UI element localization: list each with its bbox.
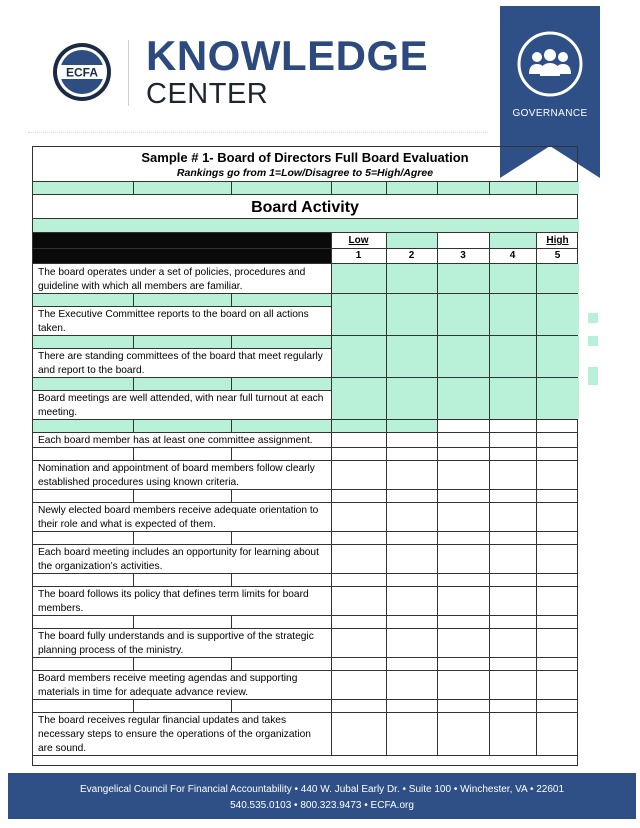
rating-cell[interactable] bbox=[438, 544, 489, 573]
column-border bbox=[331, 628, 332, 657]
column-border bbox=[386, 615, 387, 628]
row-border bbox=[33, 699, 577, 700]
column-border bbox=[536, 293, 537, 306]
rating-cell[interactable] bbox=[438, 502, 489, 531]
column-border bbox=[536, 489, 537, 502]
column-border bbox=[489, 544, 490, 573]
column-border bbox=[437, 573, 438, 586]
row-border bbox=[33, 755, 577, 756]
column-border bbox=[489, 615, 490, 628]
column-border bbox=[386, 531, 387, 544]
rating-cell[interactable] bbox=[332, 460, 386, 489]
header-divider bbox=[128, 40, 129, 106]
header-rule bbox=[28, 132, 488, 133]
column-border bbox=[489, 502, 490, 531]
rating-cell[interactable] bbox=[490, 306, 536, 335]
column-border bbox=[386, 460, 387, 489]
row-border bbox=[33, 531, 577, 532]
column-border bbox=[133, 531, 134, 544]
question-text: The board receives regular financial updates and takes necessary steps to ensure the operations of the organization are sound. bbox=[38, 715, 311, 754]
column-border bbox=[536, 586, 537, 615]
rating-cell[interactable] bbox=[438, 712, 489, 755]
ecfa-logo bbox=[52, 42, 112, 102]
column-border bbox=[437, 335, 438, 348]
column-border bbox=[386, 306, 387, 335]
column-border bbox=[386, 573, 387, 586]
rating-cell[interactable] bbox=[332, 432, 386, 447]
column-border bbox=[489, 712, 490, 755]
column-border bbox=[231, 182, 232, 194]
column-border bbox=[489, 699, 490, 712]
column-border bbox=[489, 657, 490, 670]
question-text: The Executive Committee reports to the board on all actions taken. bbox=[38, 309, 309, 334]
column-border bbox=[331, 615, 332, 628]
column-border bbox=[536, 460, 537, 489]
spacer-row bbox=[33, 420, 437, 432]
column-border bbox=[231, 335, 232, 348]
rating-cell[interactable] bbox=[537, 628, 579, 657]
rating-cell[interactable] bbox=[332, 390, 386, 419]
logo-text: ECFA bbox=[65, 65, 99, 80]
column-border bbox=[386, 348, 387, 377]
column-border bbox=[331, 432, 332, 447]
column-border bbox=[536, 670, 537, 699]
center-subtitle: CENTER bbox=[146, 78, 269, 110]
rating-cell[interactable] bbox=[438, 586, 489, 615]
rating-cell[interactable] bbox=[438, 670, 489, 699]
rating-cell[interactable] bbox=[537, 586, 579, 615]
rating-cell[interactable] bbox=[490, 460, 536, 489]
scale-label-4: 4 bbox=[509, 250, 516, 261]
column-border bbox=[386, 264, 387, 293]
rating-cell[interactable] bbox=[537, 502, 579, 531]
column-border bbox=[437, 377, 438, 390]
column-border bbox=[489, 377, 490, 390]
rating-cell[interactable] bbox=[537, 432, 579, 447]
high-label: High bbox=[546, 235, 569, 246]
column-border bbox=[331, 586, 332, 615]
row-border bbox=[33, 447, 577, 448]
rating-cell[interactable] bbox=[537, 390, 579, 419]
column-border bbox=[231, 489, 232, 502]
column-border bbox=[331, 390, 332, 419]
column-border bbox=[386, 502, 387, 531]
column-border bbox=[437, 293, 438, 306]
column-border bbox=[386, 432, 387, 447]
column-border bbox=[437, 460, 438, 489]
scale-label-1: 1 bbox=[355, 250, 362, 261]
rating-cell[interactable] bbox=[490, 390, 536, 419]
column-border bbox=[536, 544, 537, 573]
column-border bbox=[386, 699, 387, 712]
column-border bbox=[231, 419, 232, 432]
question-text: Each board meeting includes an opportunity for learning about the organization’s activities. bbox=[38, 547, 319, 572]
rating-cell[interactable] bbox=[490, 348, 536, 377]
rating-cell[interactable] bbox=[332, 306, 386, 335]
rating-cell[interactable] bbox=[387, 390, 437, 419]
column-border bbox=[386, 586, 387, 615]
column-border bbox=[437, 657, 438, 670]
rating-cell[interactable] bbox=[332, 670, 386, 699]
rating-cell[interactable] bbox=[332, 502, 386, 531]
column-border bbox=[331, 377, 332, 390]
rating-cell[interactable] bbox=[490, 712, 536, 755]
column-border bbox=[489, 432, 490, 447]
column-border bbox=[133, 657, 134, 670]
form-title: Sample # 1- Board of Directors Full Board Evaluation bbox=[141, 150, 469, 165]
rating-cell[interactable] bbox=[537, 306, 579, 335]
spacer-row bbox=[33, 219, 579, 232]
row-border bbox=[33, 615, 577, 616]
rating-cell[interactable] bbox=[438, 628, 489, 657]
question-text: Newly elected board members receive adequate orientation to their role and what is expected of them. bbox=[38, 505, 319, 530]
rating-cell[interactable] bbox=[537, 712, 579, 755]
column-border bbox=[437, 419, 438, 432]
rating-cell[interactable] bbox=[537, 460, 579, 489]
column-border bbox=[231, 293, 232, 306]
column-border bbox=[536, 447, 537, 460]
rating-cell[interactable] bbox=[490, 544, 536, 573]
rating-cell[interactable] bbox=[537, 264, 579, 293]
column-border bbox=[231, 531, 232, 544]
column-border bbox=[536, 306, 537, 335]
column-border bbox=[489, 628, 490, 657]
footer-contact: 540.535.0103 • 800.323.9473 • ECFA.org bbox=[230, 800, 414, 811]
column-border bbox=[386, 628, 387, 657]
column-border bbox=[437, 712, 438, 755]
column-border bbox=[133, 489, 134, 502]
rating-cell[interactable] bbox=[387, 586, 437, 615]
column-border bbox=[489, 419, 490, 432]
column-border bbox=[133, 615, 134, 628]
column-border bbox=[231, 657, 232, 670]
spacer-row bbox=[33, 182, 579, 194]
column-border bbox=[536, 377, 537, 390]
spacer-row bbox=[33, 294, 579, 306]
question-text: There are standing committees of the board that meet regularly and report to the board. bbox=[38, 351, 323, 376]
column-border bbox=[331, 502, 332, 531]
question-text: Each board member has at least one committee assignment. bbox=[38, 435, 313, 446]
rating-cell[interactable] bbox=[332, 712, 386, 755]
column-border bbox=[133, 573, 134, 586]
column-border bbox=[536, 348, 537, 377]
column-border bbox=[489, 264, 490, 293]
column-border bbox=[133, 182, 134, 194]
column-border bbox=[386, 447, 387, 460]
evaluation-form bbox=[32, 146, 578, 766]
rating-cell[interactable] bbox=[387, 628, 437, 657]
column-border bbox=[437, 586, 438, 615]
column-border bbox=[386, 489, 387, 502]
side-marker bbox=[588, 367, 598, 385]
column-border bbox=[386, 377, 387, 390]
question-text: Board meetings are well attended, with near full turnout at each meeting. bbox=[38, 393, 324, 418]
side-marker bbox=[588, 313, 598, 323]
rating-cell[interactable] bbox=[332, 544, 386, 573]
column-border bbox=[489, 390, 490, 419]
scale-label-3: 3 bbox=[460, 250, 466, 261]
spacer-row bbox=[33, 378, 579, 390]
column-border bbox=[331, 460, 332, 489]
question-text: The board follows its policy that defines term limits for board members. bbox=[38, 589, 309, 614]
rating-cell[interactable] bbox=[537, 348, 579, 377]
column-border bbox=[386, 657, 387, 670]
column-border bbox=[489, 489, 490, 502]
question-text: Board members receive meeting agendas and supporting materials in time for adequate advance review. bbox=[38, 673, 298, 698]
rating-cell[interactable] bbox=[332, 586, 386, 615]
governance-label: GOVERNANCE bbox=[512, 108, 588, 119]
rating-cell[interactable] bbox=[438, 264, 489, 293]
column-border bbox=[133, 447, 134, 460]
column-border bbox=[536, 390, 537, 419]
column-border bbox=[489, 348, 490, 377]
row-border bbox=[33, 573, 577, 574]
column-border bbox=[331, 544, 332, 573]
rating-cell[interactable] bbox=[387, 306, 437, 335]
rating-cell[interactable] bbox=[332, 348, 386, 377]
column-border bbox=[437, 699, 438, 712]
column-border bbox=[437, 544, 438, 573]
column-border bbox=[331, 293, 332, 306]
spacer-row bbox=[33, 336, 579, 348]
column-border bbox=[536, 531, 537, 544]
column-border bbox=[437, 531, 438, 544]
rating-cell[interactable] bbox=[438, 460, 489, 489]
rating-cell[interactable] bbox=[490, 670, 536, 699]
row-border bbox=[33, 657, 577, 658]
column-border bbox=[536, 182, 537, 194]
column-border bbox=[331, 712, 332, 755]
column-border bbox=[386, 670, 387, 699]
rating-cell[interactable] bbox=[387, 460, 437, 489]
scale-label-2: 2 bbox=[408, 250, 415, 261]
rating-cell[interactable] bbox=[387, 670, 437, 699]
row-border bbox=[33, 248, 577, 249]
column-border bbox=[489, 670, 490, 699]
column-border bbox=[489, 306, 490, 335]
row-border bbox=[33, 489, 577, 490]
column-border bbox=[536, 335, 537, 348]
column-border bbox=[386, 335, 387, 348]
column-border bbox=[437, 348, 438, 377]
column-border bbox=[133, 293, 134, 306]
column-border bbox=[331, 419, 332, 432]
column-border bbox=[331, 447, 332, 460]
column-border bbox=[437, 670, 438, 699]
rating-cell[interactable] bbox=[490, 628, 536, 657]
column-border bbox=[133, 699, 134, 712]
footer-address: Evangelical Council For Financial Accountability • 440 W. Jubal Early Dr. • Suite 100 • Winchester, VA • 22601 bbox=[79, 784, 565, 795]
column-border bbox=[133, 419, 134, 432]
column-border bbox=[437, 447, 438, 460]
column-border bbox=[489, 182, 490, 194]
rating-cell[interactable] bbox=[438, 432, 489, 447]
column-border bbox=[489, 447, 490, 460]
column-border bbox=[331, 699, 332, 712]
column-border bbox=[536, 573, 537, 586]
column-border bbox=[536, 712, 537, 755]
column-border bbox=[331, 335, 332, 348]
row-border bbox=[33, 194, 577, 195]
column-border bbox=[331, 573, 332, 586]
column-border bbox=[536, 628, 537, 657]
rating-cell[interactable] bbox=[387, 544, 437, 573]
column-border bbox=[437, 615, 438, 628]
question-text: Nomination and appointment of board members follow clearly established procedures using known criteria. bbox=[38, 463, 315, 488]
column-border bbox=[331, 264, 332, 293]
rating-cell[interactable] bbox=[387, 264, 437, 293]
column-border bbox=[437, 306, 438, 335]
column-border bbox=[536, 432, 537, 447]
rating-cell[interactable] bbox=[438, 348, 489, 377]
column-border bbox=[536, 502, 537, 531]
rating-cell[interactable] bbox=[387, 432, 437, 447]
column-border bbox=[386, 390, 387, 419]
column-border bbox=[331, 489, 332, 502]
scale-label-5: 5 bbox=[554, 250, 561, 261]
column-border bbox=[536, 615, 537, 628]
column-border bbox=[231, 377, 232, 390]
column-border bbox=[437, 628, 438, 657]
question-text: The board fully understands and is supportive of the strategic planning process of the ministry. bbox=[38, 631, 314, 656]
column-border bbox=[536, 699, 537, 712]
column-border bbox=[489, 335, 490, 348]
column-border bbox=[231, 699, 232, 712]
column-border bbox=[331, 657, 332, 670]
column-border bbox=[386, 712, 387, 755]
column-border bbox=[331, 670, 332, 699]
column-border bbox=[386, 419, 387, 432]
column-border bbox=[231, 615, 232, 628]
column-border bbox=[133, 377, 134, 390]
column-border bbox=[437, 489, 438, 502]
column-border bbox=[489, 531, 490, 544]
rating-cell[interactable] bbox=[490, 432, 536, 447]
rating-cell[interactable] bbox=[490, 264, 536, 293]
column-border bbox=[536, 419, 537, 432]
rating-cell[interactable] bbox=[387, 712, 437, 755]
column-border bbox=[437, 182, 438, 194]
column-border bbox=[437, 390, 438, 419]
knowledge-title: KNOWLEDGE bbox=[146, 32, 429, 79]
form-subtitle: Rankings go from 1=Low/Disagree to 5=High/Agree bbox=[176, 167, 434, 179]
column-border bbox=[437, 502, 438, 531]
rating-cell[interactable] bbox=[537, 670, 579, 699]
column-border bbox=[386, 293, 387, 306]
column-border bbox=[331, 306, 332, 335]
column-border bbox=[437, 264, 438, 293]
column-border bbox=[133, 335, 134, 348]
side-marker bbox=[588, 336, 598, 346]
column-border bbox=[536, 264, 537, 293]
column-border bbox=[331, 531, 332, 544]
rating-cell[interactable] bbox=[332, 628, 386, 657]
column-border bbox=[231, 447, 232, 460]
rating-cell[interactable] bbox=[438, 390, 489, 419]
column-border bbox=[231, 573, 232, 586]
low-label: Low bbox=[348, 235, 369, 246]
column-border bbox=[489, 293, 490, 306]
rating-cell[interactable] bbox=[438, 306, 489, 335]
question-text: The board operates under a set of policies, procedures and guideline with which all members are familiar. bbox=[38, 267, 306, 292]
footer bbox=[8, 773, 636, 819]
column-border bbox=[386, 182, 387, 194]
rating-cell[interactable] bbox=[387, 348, 437, 377]
header-green-cell bbox=[386, 233, 437, 248]
rating-cell[interactable] bbox=[537, 544, 579, 573]
column-border bbox=[536, 657, 537, 670]
rating-cell[interactable] bbox=[490, 502, 536, 531]
column-border bbox=[437, 432, 438, 447]
column-border bbox=[489, 460, 490, 489]
column-border bbox=[489, 586, 490, 615]
rating-cell[interactable] bbox=[387, 502, 437, 531]
section-title: Board Activity bbox=[251, 199, 359, 216]
rating-cell[interactable] bbox=[490, 586, 536, 615]
column-border bbox=[331, 182, 332, 194]
rating-cell[interactable] bbox=[332, 264, 386, 293]
header-green-cell bbox=[489, 233, 536, 248]
column-border bbox=[489, 573, 490, 586]
column-border bbox=[331, 348, 332, 377]
column-border bbox=[386, 544, 387, 573]
